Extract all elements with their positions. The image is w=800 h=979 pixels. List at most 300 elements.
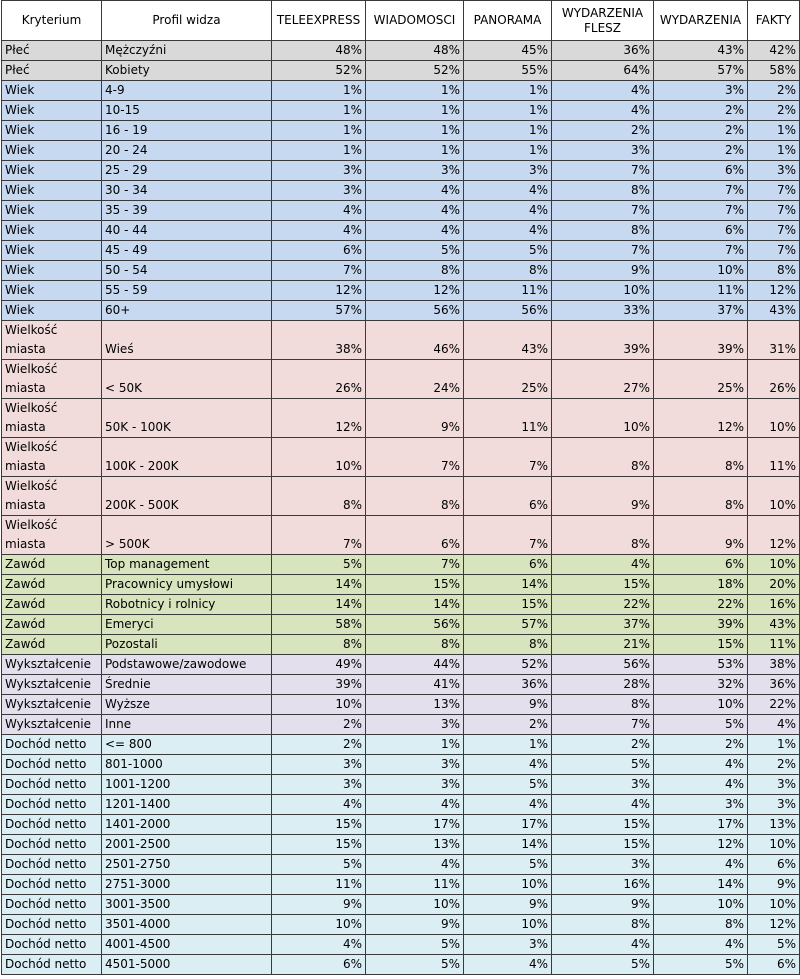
- criterion-cell: Zawód: [2, 575, 102, 595]
- value-cell: 8%: [552, 695, 654, 715]
- value-cell: 25%: [654, 360, 748, 399]
- profile-cell: 40 - 44: [102, 221, 272, 241]
- value-cell: 12%: [654, 835, 748, 855]
- value-cell: 1%: [366, 81, 464, 101]
- value-cell: 3%: [272, 775, 366, 795]
- value-cell: 14%: [272, 575, 366, 595]
- value-cell: 12%: [272, 281, 366, 301]
- value-cell: 7%: [748, 201, 800, 221]
- value-cell: 8%: [366, 635, 464, 655]
- value-cell: 42%: [748, 41, 800, 61]
- criterion-cell: Wiek: [2, 181, 102, 201]
- table-row: [2, 575, 800, 595]
- value-cell: 5%: [272, 855, 366, 875]
- value-cell: 4%: [552, 555, 654, 575]
- table-row: [2, 755, 800, 775]
- value-cell: 2%: [654, 141, 748, 161]
- value-cell: 4%: [366, 855, 464, 875]
- value-cell: 57%: [272, 301, 366, 321]
- criterion-cell: Wielkość miasta: [2, 321, 102, 360]
- value-cell: 1%: [272, 121, 366, 141]
- table-row: [2, 81, 800, 101]
- table-row: [2, 201, 800, 221]
- value-cell: 9%: [552, 261, 654, 281]
- criterion-cell: Wiek: [2, 241, 102, 261]
- value-cell: 36%: [552, 41, 654, 61]
- value-cell: 10%: [654, 895, 748, 915]
- value-cell: 49%: [272, 655, 366, 675]
- value-cell: 4%: [366, 221, 464, 241]
- value-cell: 4%: [654, 855, 748, 875]
- value-cell: 5%: [366, 955, 464, 975]
- value-cell: 38%: [748, 655, 800, 675]
- profile-cell: 50K - 100K: [102, 399, 272, 438]
- header-teleexpress: TELEEXPRESS: [272, 1, 366, 41]
- value-cell: 1%: [464, 121, 552, 141]
- value-cell: 15%: [552, 575, 654, 595]
- value-cell: 4%: [748, 715, 800, 735]
- criterion-cell: Wielkość miasta: [2, 360, 102, 399]
- value-cell: 46%: [366, 321, 464, 360]
- value-cell: 10%: [552, 399, 654, 438]
- value-cell: 3%: [272, 181, 366, 201]
- profile-cell: <= 800: [102, 735, 272, 755]
- profile-cell: 2501-2750: [102, 855, 272, 875]
- profile-cell: Inne: [102, 715, 272, 735]
- value-cell: 11%: [464, 281, 552, 301]
- value-cell: 43%: [748, 615, 800, 635]
- value-cell: 12%: [654, 399, 748, 438]
- value-cell: 8%: [272, 477, 366, 516]
- profile-cell: 3501-4000: [102, 915, 272, 935]
- value-cell: 3%: [654, 795, 748, 815]
- profile-cell: Podstawowe/zawodowe: [102, 655, 272, 675]
- profile-cell: 100K - 200K: [102, 438, 272, 477]
- value-cell: 4%: [654, 935, 748, 955]
- value-cell: 7%: [464, 438, 552, 477]
- value-cell: 25%: [464, 360, 552, 399]
- profile-cell: 1001-1200: [102, 775, 272, 795]
- value-cell: 58%: [748, 61, 800, 81]
- value-cell: 7%: [552, 161, 654, 181]
- criterion-cell: Wiek: [2, 201, 102, 221]
- profile-cell: 35 - 39: [102, 201, 272, 221]
- value-cell: 2%: [748, 81, 800, 101]
- criterion-cell: Dochód netto: [2, 875, 102, 895]
- profile-cell: 25 - 29: [102, 161, 272, 181]
- header-wydarzenia-flesz: WYDARZENIA FLESZ: [552, 1, 654, 41]
- value-cell: 8%: [552, 221, 654, 241]
- profile-cell: 60+: [102, 301, 272, 321]
- value-cell: 1%: [748, 141, 800, 161]
- value-cell: 2%: [272, 735, 366, 755]
- value-cell: 7%: [552, 241, 654, 261]
- value-cell: 10%: [748, 555, 800, 575]
- value-cell: 5%: [464, 241, 552, 261]
- table-row: [2, 715, 800, 735]
- value-cell: 1%: [272, 141, 366, 161]
- value-cell: 52%: [464, 655, 552, 675]
- value-cell: 3%: [366, 775, 464, 795]
- header-wiadomosci: WIADOMOSCI: [366, 1, 464, 41]
- criterion-cell: Zawód: [2, 555, 102, 575]
- header-profil-widza: Profil widza: [102, 1, 272, 41]
- value-cell: 1%: [464, 735, 552, 755]
- value-cell: 28%: [552, 675, 654, 695]
- table-row: [2, 915, 800, 935]
- value-cell: 57%: [654, 61, 748, 81]
- value-cell: 8%: [654, 477, 748, 516]
- value-cell: 5%: [654, 715, 748, 735]
- value-cell: 8%: [464, 261, 552, 281]
- value-cell: 26%: [272, 360, 366, 399]
- profile-cell: 4001-4500: [102, 935, 272, 955]
- value-cell: 4%: [464, 955, 552, 975]
- profile-cell: 2751-3000: [102, 875, 272, 895]
- value-cell: 57%: [464, 615, 552, 635]
- value-cell: 11%: [464, 399, 552, 438]
- table-row: [2, 635, 800, 655]
- value-cell: 27%: [552, 360, 654, 399]
- value-cell: 5%: [748, 935, 800, 955]
- value-cell: 48%: [272, 41, 366, 61]
- value-cell: 56%: [366, 615, 464, 635]
- value-cell: 12%: [272, 399, 366, 438]
- value-cell: 31%: [748, 321, 800, 360]
- value-cell: 33%: [552, 301, 654, 321]
- value-cell: 4%: [272, 795, 366, 815]
- audience-profile-table: [1, 0, 800, 975]
- criterion-cell: Dochód netto: [2, 835, 102, 855]
- table-row: [2, 815, 800, 835]
- profile-cell: Top management: [102, 555, 272, 575]
- value-cell: 7%: [464, 516, 552, 555]
- value-cell: 2%: [464, 715, 552, 735]
- value-cell: 12%: [748, 516, 800, 555]
- value-cell: 10%: [464, 875, 552, 895]
- table-row: [2, 895, 800, 915]
- value-cell: 55%: [464, 61, 552, 81]
- value-cell: 8%: [654, 915, 748, 935]
- value-cell: 6%: [748, 955, 800, 975]
- value-cell: 6%: [366, 516, 464, 555]
- value-cell: 7%: [366, 438, 464, 477]
- table-body: [2, 41, 800, 975]
- table-row: [2, 41, 800, 61]
- value-cell: 14%: [464, 575, 552, 595]
- criterion-cell: Zawód: [2, 615, 102, 635]
- value-cell: 15%: [464, 595, 552, 615]
- criterion-cell: Płeć: [2, 61, 102, 81]
- header-fakty: FAKTY: [748, 1, 800, 41]
- profile-cell: Robotnicy i rolnicy: [102, 595, 272, 615]
- criterion-cell: Płeć: [2, 41, 102, 61]
- value-cell: 3%: [366, 755, 464, 775]
- value-cell: 5%: [552, 755, 654, 775]
- value-cell: 17%: [654, 815, 748, 835]
- value-cell: 4%: [654, 775, 748, 795]
- value-cell: 5%: [366, 935, 464, 955]
- value-cell: 5%: [464, 855, 552, 875]
- value-cell: 9%: [464, 695, 552, 715]
- table-row: [2, 141, 800, 161]
- value-cell: 7%: [748, 221, 800, 241]
- table-row: [2, 438, 800, 477]
- value-cell: 22%: [552, 595, 654, 615]
- value-cell: 8%: [748, 261, 800, 281]
- value-cell: 7%: [748, 241, 800, 261]
- value-cell: 15%: [654, 635, 748, 655]
- table-row: [2, 321, 800, 360]
- value-cell: 24%: [366, 360, 464, 399]
- value-cell: 10%: [654, 261, 748, 281]
- value-cell: 44%: [366, 655, 464, 675]
- value-cell: 58%: [272, 615, 366, 635]
- profile-cell: Mężczyźni: [102, 41, 272, 61]
- table-row: [2, 555, 800, 575]
- profile-cell: 1401-2000: [102, 815, 272, 835]
- value-cell: 4%: [366, 795, 464, 815]
- table-row: [2, 875, 800, 895]
- value-cell: 53%: [654, 655, 748, 675]
- value-cell: 4%: [272, 221, 366, 241]
- value-cell: 4%: [272, 201, 366, 221]
- criterion-cell: Wykształcenie: [2, 715, 102, 735]
- value-cell: 6%: [272, 241, 366, 261]
- value-cell: 9%: [748, 875, 800, 895]
- value-cell: 1%: [272, 81, 366, 101]
- profile-cell: 1201-1400: [102, 795, 272, 815]
- value-cell: 16%: [552, 875, 654, 895]
- value-cell: 11%: [654, 281, 748, 301]
- table-row: [2, 477, 800, 516]
- value-cell: 15%: [552, 815, 654, 835]
- value-cell: 8%: [366, 261, 464, 281]
- table-row: [2, 955, 800, 975]
- profile-cell: Pozostali: [102, 635, 272, 655]
- table-row: [2, 775, 800, 795]
- criterion-cell: Dochód netto: [2, 795, 102, 815]
- value-cell: 56%: [552, 655, 654, 675]
- criterion-cell: Wiek: [2, 121, 102, 141]
- criterion-cell: Wiek: [2, 161, 102, 181]
- value-cell: 36%: [464, 675, 552, 695]
- value-cell: 17%: [366, 815, 464, 835]
- value-cell: 3%: [464, 161, 552, 181]
- profile-cell: 4-9: [102, 81, 272, 101]
- value-cell: 9%: [366, 399, 464, 438]
- table-row: [2, 399, 800, 438]
- value-cell: 15%: [552, 835, 654, 855]
- profile-cell: Wieś: [102, 321, 272, 360]
- criterion-cell: Dochód netto: [2, 735, 102, 755]
- profile-cell: 801-1000: [102, 755, 272, 775]
- value-cell: 4%: [552, 935, 654, 955]
- value-cell: 9%: [552, 895, 654, 915]
- criterion-cell: Dochód netto: [2, 955, 102, 975]
- value-cell: 1%: [366, 735, 464, 755]
- criterion-cell: Dochód netto: [2, 855, 102, 875]
- table-row: [2, 61, 800, 81]
- table-row: [2, 261, 800, 281]
- value-cell: 10%: [272, 695, 366, 715]
- value-cell: 1%: [272, 101, 366, 121]
- value-cell: 5%: [272, 555, 366, 575]
- value-cell: 6%: [464, 555, 552, 575]
- value-cell: 13%: [366, 695, 464, 715]
- criterion-cell: Wykształcenie: [2, 695, 102, 715]
- profile-cell: 30 - 34: [102, 181, 272, 201]
- criterion-cell: Dochód netto: [2, 915, 102, 935]
- value-cell: 10%: [748, 477, 800, 516]
- value-cell: 4%: [552, 81, 654, 101]
- table-row: [2, 835, 800, 855]
- table-row: [2, 695, 800, 715]
- value-cell: 13%: [366, 835, 464, 855]
- value-cell: 48%: [366, 41, 464, 61]
- value-cell: 10%: [748, 835, 800, 855]
- criterion-cell: Wiek: [2, 141, 102, 161]
- value-cell: 20%: [748, 575, 800, 595]
- value-cell: 10%: [748, 399, 800, 438]
- value-cell: 4%: [464, 795, 552, 815]
- value-cell: 13%: [748, 815, 800, 835]
- value-cell: 52%: [366, 61, 464, 81]
- value-cell: 8%: [654, 438, 748, 477]
- value-cell: 3%: [272, 161, 366, 181]
- value-cell: 1%: [366, 101, 464, 121]
- value-cell: 6%: [654, 161, 748, 181]
- value-cell: 7%: [654, 241, 748, 261]
- value-cell: 6%: [748, 855, 800, 875]
- value-cell: 32%: [654, 675, 748, 695]
- value-cell: 8%: [272, 635, 366, 655]
- value-cell: 14%: [366, 595, 464, 615]
- value-cell: 16%: [748, 595, 800, 615]
- value-cell: 7%: [272, 516, 366, 555]
- table-row: [2, 735, 800, 755]
- value-cell: 10%: [654, 695, 748, 715]
- value-cell: 2%: [552, 735, 654, 755]
- header-panorama: PANORAMA: [464, 1, 552, 41]
- value-cell: 1%: [748, 735, 800, 755]
- value-cell: 8%: [552, 438, 654, 477]
- value-cell: 52%: [272, 61, 366, 81]
- value-cell: 8%: [366, 477, 464, 516]
- value-cell: 3%: [552, 141, 654, 161]
- value-cell: 39%: [552, 321, 654, 360]
- profile-cell: 3001-3500: [102, 895, 272, 915]
- criterion-cell: Wiek: [2, 101, 102, 121]
- value-cell: 3%: [552, 855, 654, 875]
- value-cell: 3%: [748, 775, 800, 795]
- profile-cell: 4501-5000: [102, 955, 272, 975]
- table-row: [2, 360, 800, 399]
- value-cell: 4%: [552, 795, 654, 815]
- criterion-cell: Wielkość miasta: [2, 438, 102, 477]
- value-cell: 22%: [748, 695, 800, 715]
- header-row: [2, 1, 800, 41]
- value-cell: 15%: [366, 575, 464, 595]
- criterion-cell: Zawód: [2, 595, 102, 615]
- value-cell: 18%: [654, 575, 748, 595]
- value-cell: 4%: [464, 201, 552, 221]
- table-row: [2, 675, 800, 695]
- profile-cell: 200K - 500K: [102, 477, 272, 516]
- profile-cell: 45 - 49: [102, 241, 272, 261]
- table-row: [2, 281, 800, 301]
- value-cell: 45%: [464, 41, 552, 61]
- profile-cell: Kobiety: [102, 61, 272, 81]
- value-cell: 1%: [464, 81, 552, 101]
- value-cell: 56%: [366, 301, 464, 321]
- value-cell: 21%: [552, 635, 654, 655]
- value-cell: 7%: [366, 555, 464, 575]
- value-cell: 11%: [748, 635, 800, 655]
- value-cell: 1%: [464, 141, 552, 161]
- value-cell: 43%: [654, 41, 748, 61]
- value-cell: 4%: [272, 935, 366, 955]
- value-cell: 9%: [464, 895, 552, 915]
- table-row: [2, 301, 800, 321]
- value-cell: 6%: [654, 555, 748, 575]
- value-cell: 17%: [464, 815, 552, 835]
- value-cell: 37%: [654, 301, 748, 321]
- table-row: [2, 595, 800, 615]
- value-cell: 9%: [272, 895, 366, 915]
- value-cell: 2%: [748, 755, 800, 775]
- value-cell: 1%: [366, 141, 464, 161]
- value-cell: 4%: [552, 101, 654, 121]
- profile-cell: 55 - 59: [102, 281, 272, 301]
- table-row: [2, 935, 800, 955]
- value-cell: 3%: [272, 755, 366, 775]
- profile-cell: Wyższe: [102, 695, 272, 715]
- criterion-cell: Dochód netto: [2, 935, 102, 955]
- value-cell: 3%: [464, 935, 552, 955]
- value-cell: 5%: [366, 241, 464, 261]
- table-row: [2, 181, 800, 201]
- value-cell: 2%: [272, 715, 366, 735]
- profile-cell: 10-15: [102, 101, 272, 121]
- value-cell: 4%: [366, 181, 464, 201]
- value-cell: 43%: [748, 301, 800, 321]
- value-cell: 43%: [464, 321, 552, 360]
- value-cell: 64%: [552, 61, 654, 81]
- value-cell: 10%: [272, 915, 366, 935]
- criterion-cell: Dochód netto: [2, 775, 102, 795]
- value-cell: 14%: [464, 835, 552, 855]
- value-cell: 2%: [552, 121, 654, 141]
- value-cell: 3%: [748, 795, 800, 815]
- value-cell: 3%: [748, 161, 800, 181]
- value-cell: 12%: [748, 281, 800, 301]
- profile-cell: 50 - 54: [102, 261, 272, 281]
- header-kryterium: Kryterium: [2, 1, 102, 41]
- criterion-cell: Wiek: [2, 261, 102, 281]
- value-cell: 11%: [366, 875, 464, 895]
- value-cell: 3%: [366, 161, 464, 181]
- value-cell: 6%: [464, 477, 552, 516]
- profile-cell: < 50K: [102, 360, 272, 399]
- value-cell: 39%: [654, 321, 748, 360]
- value-cell: 6%: [272, 955, 366, 975]
- criterion-cell: Dochód netto: [2, 755, 102, 775]
- criterion-cell: Wielkość miasta: [2, 399, 102, 438]
- criterion-cell: Dochód netto: [2, 815, 102, 835]
- value-cell: 7%: [654, 181, 748, 201]
- table-row: [2, 221, 800, 241]
